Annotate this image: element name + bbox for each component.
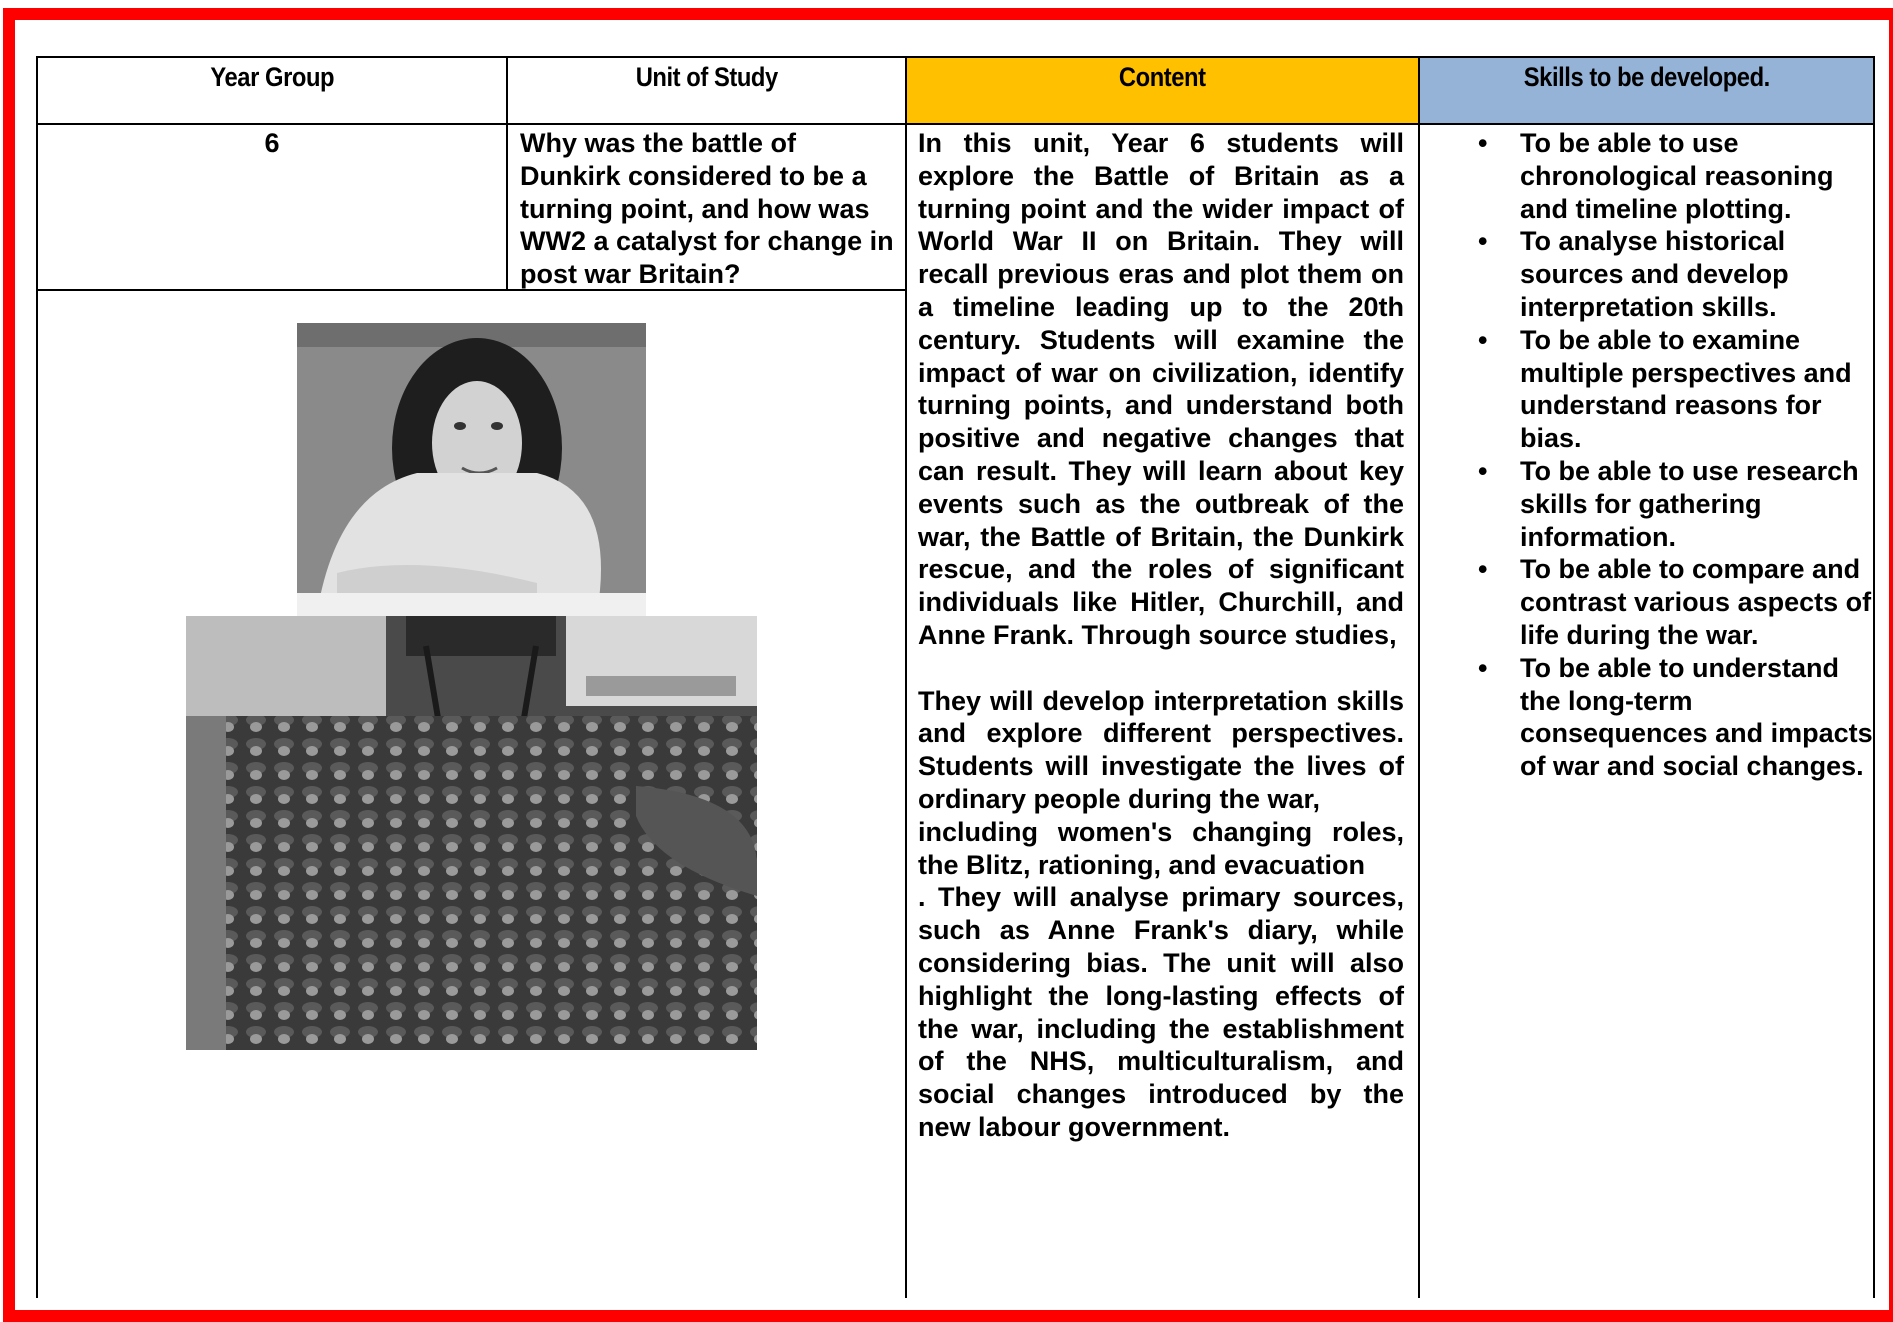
skill-text: To be able to examine multiple perspectives and understand reasons for bias. — [1520, 324, 1852, 454]
skill-item — [1420, 225, 1873, 323]
header-year-group-label: Year Group — [210, 62, 334, 92]
header-skills — [1420, 58, 1873, 93]
skills-list — [1420, 127, 1873, 783]
bullet-icon: • — [1478, 226, 1488, 257]
anne-frank-photo — [297, 323, 646, 616]
header-year-group — [38, 58, 506, 93]
bullet-icon: • — [1478, 128, 1488, 158]
unit-of-study-question: Why was the battle of Dunkirk considered to be a turning point, and how was WW2 a catalyst for change in post war Britain? — [520, 128, 894, 290]
skill-text: To be able to use chronological reasoning and timeline plotting. — [1520, 128, 1834, 224]
header-unit-of-study-label: Unit of Study — [635, 62, 778, 92]
skill-item — [1420, 553, 1873, 651]
header-row-bottom-border — [36, 123, 1875, 125]
content-paragraph-4: . They will analyse primary sources, such as Anne Frank's diary, while considering bias. The unit will also highlight the long-lasting effects of the war, including the establishment of the NHS, multiculturalism, and social changes introduced by the new labour government. — [918, 882, 1404, 1142]
header-content — [907, 58, 1418, 93]
bullet-icon: • — [1478, 324, 1488, 355]
content-paragraph-3: including women's changing roles, the Blitz, rationing, and evacuation — [918, 816, 1404, 880]
bullet-icon: • — [1478, 652, 1488, 683]
year-group-value: 6 — [264, 128, 280, 158]
content-description — [918, 127, 1404, 1144]
header-skills-label: Skills to be developed. — [1523, 62, 1770, 92]
table-border-left — [36, 56, 38, 1298]
anne-frank-photo-illustration — [297, 323, 646, 616]
skill-text: To be able to compare and contrast various aspects of life during the war. — [1520, 554, 1872, 650]
bullet-icon: • — [1478, 554, 1488, 585]
bullet-icon: • — [1478, 455, 1488, 486]
content-paragraph-2: They will develop interpretation skills and explore different perspectives. Students will investigate the lives of ordinary people during the war, — [918, 685, 1404, 814]
dunkirk-soldiers-photo — [186, 616, 757, 1050]
skill-text: To be able to understand the long-term consequences and impacts of war and social changes. — [1520, 652, 1873, 782]
skill-item — [1420, 455, 1873, 553]
header-content-label: Content — [1119, 62, 1206, 92]
skill-text: To analyse historical sources and develop interpretation skills. — [1520, 226, 1789, 322]
skill-item — [1420, 652, 1873, 783]
header-unit-of-study — [508, 58, 905, 93]
skill-text: To be able to use research skills for gathering information. — [1520, 455, 1859, 552]
dunkirk-soldiers-photo-illustration — [186, 616, 757, 1050]
table-border-right — [1873, 56, 1875, 1298]
skill-item — [1420, 324, 1873, 455]
skill-item — [1420, 127, 1873, 225]
col-divider-2 — [905, 56, 907, 1298]
content-paragraph-1: In this unit, Year 6 students will explore the Battle of Britain as a turning point and the wider impact of World War II on Britain. They will recall previous eras and plot them on a timeline leading up to the 20th century. Students will examine the impact of war on civilization, identify turning points, and understand both positive and negative changes that can result. They will learn about key events such as the outbreak of the war, the Battle of Britain, the Dunkirk rescue, and the roles of significant individuals like Hitler, Churchill, and Anne Frank. Through source studies, — [918, 128, 1404, 650]
